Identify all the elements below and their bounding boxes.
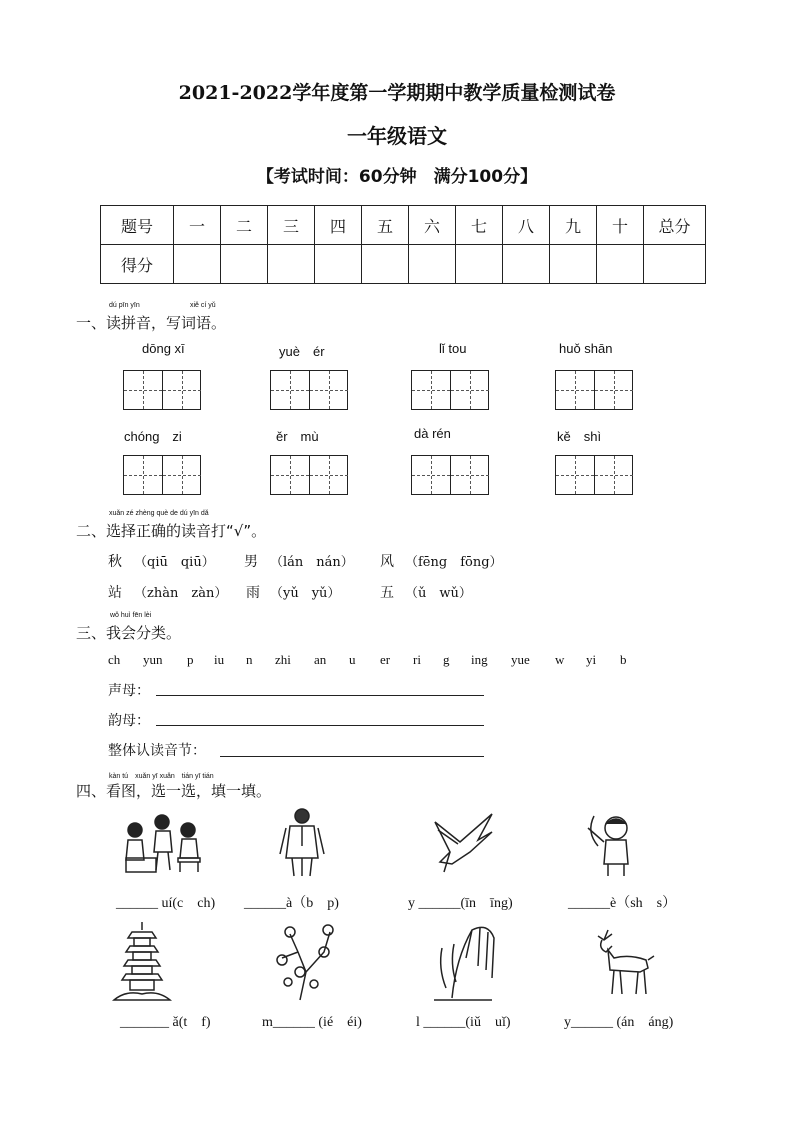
writing-grid[interactable] xyxy=(123,370,201,410)
letter-item: n xyxy=(246,652,253,667)
writing-grid[interactable] xyxy=(270,370,348,410)
exam-subtitle: 一年级语文 xyxy=(347,124,447,148)
fill-blank[interactable]: m______ (ié éi) xyxy=(262,1015,362,1030)
pagoda-icon xyxy=(112,920,172,1002)
table-cell: 五 xyxy=(362,206,409,245)
section-3-heading xyxy=(76,622,181,643)
pinyin-prompt: ěr mù xyxy=(276,429,319,444)
score-input-cell[interactable] xyxy=(644,245,706,284)
writing-grid[interactable] xyxy=(270,455,348,495)
pinyin-prompt: lǐ tou xyxy=(439,341,467,356)
table-cell: 六 xyxy=(409,206,456,245)
pinyin-prompt: chóng zi xyxy=(124,429,182,444)
letter-item: w xyxy=(555,652,565,667)
letter-item: zhi xyxy=(275,652,291,667)
score-input-cell[interactable] xyxy=(456,245,503,284)
section-text: 我会分类。 xyxy=(106,624,182,642)
table-cell: 得分 xyxy=(101,245,174,284)
writing-grid[interactable] xyxy=(123,455,201,495)
table-cell: 一 xyxy=(174,206,221,245)
letter-item: g xyxy=(443,652,450,667)
man-icon xyxy=(272,806,332,878)
writing-grid[interactable] xyxy=(555,370,633,410)
exam-info: 【考试时间：60分钟 满分100分】 xyxy=(256,167,538,187)
answer-line-shengmu[interactable] xyxy=(156,695,484,696)
letter-item: b xyxy=(620,652,627,667)
section-4-heading xyxy=(76,780,271,801)
letter-item: ri xyxy=(413,652,421,667)
writing-grid[interactable] xyxy=(555,455,633,495)
archer-icon xyxy=(584,812,644,880)
letter-item: ch xyxy=(108,652,121,667)
table-cell: 八 xyxy=(503,206,550,245)
score-value-row xyxy=(101,245,706,284)
field-label: 声母： xyxy=(108,683,150,699)
table-cell: 九 xyxy=(550,206,597,245)
pinyin-prompt: huǒ shān xyxy=(559,341,613,356)
char-choice: 雨 xyxy=(246,585,260,601)
letter-item: p xyxy=(187,652,194,667)
score-header-row xyxy=(101,206,706,245)
char-choice: 男 xyxy=(244,554,258,570)
table-cell: 四 xyxy=(315,206,362,245)
score-input-cell[interactable] xyxy=(315,245,362,284)
pinyin-prompt: dōng xī xyxy=(142,341,185,356)
score-input-cell[interactable] xyxy=(409,245,456,284)
pinyin-hint: kàn tú xuǎn yī xuǎn tián yī tián xyxy=(109,773,214,780)
field-label: 韵母： xyxy=(108,713,150,729)
pinyin-hint: xuǎn zé zhèng què de dú yīn dǎ xyxy=(109,510,209,517)
reading-options[interactable]: （yǔ yǔ） xyxy=(270,586,341,601)
score-input-cell[interactable] xyxy=(362,245,409,284)
score-input-cell[interactable] xyxy=(503,245,550,284)
field-label: 整体认读音节： xyxy=(108,743,206,759)
reading-options[interactable]: （qiū qiū） xyxy=(134,555,215,570)
score-input-cell[interactable] xyxy=(597,245,644,284)
answer-line-yunmu[interactable] xyxy=(156,725,484,726)
pinyin-hint: wǒ huì fēn lèi xyxy=(110,612,152,619)
table-cell: 二 xyxy=(221,206,268,245)
table-cell: 十 xyxy=(597,206,644,245)
reading-options[interactable]: （fēng fōng） xyxy=(405,555,503,570)
pinyin-prompt: dà rén xyxy=(414,426,451,441)
table-cell: 总分 xyxy=(644,206,706,245)
table-cell: 题号 xyxy=(101,206,174,245)
pinyin-prompt: yuè ér xyxy=(279,344,325,359)
letter-item: yi xyxy=(586,652,597,667)
fill-blank[interactable]: ______ uí(c ch) xyxy=(116,896,216,911)
willow-icon xyxy=(432,918,504,1002)
exam-title: 2021-2022学年度第一学期期中教学质量检测试卷 xyxy=(178,82,616,104)
section-text: 读拼音，写词语。 xyxy=(106,314,227,332)
score-table xyxy=(100,205,706,284)
letter-item: u xyxy=(349,652,356,667)
score-input-cell[interactable] xyxy=(174,245,221,284)
section-2-heading xyxy=(76,520,266,541)
section-number: 二、 xyxy=(76,522,107,540)
plum-blossom-icon xyxy=(270,922,340,1002)
answer-line-zhengti[interactable] xyxy=(220,756,484,757)
letter-item: yue xyxy=(511,652,530,667)
children-icon xyxy=(120,808,210,878)
writing-grid[interactable] xyxy=(411,455,489,495)
fill-blank[interactable]: ______à（b p) xyxy=(244,896,339,911)
pinyin-hint: xiě cí yǔ xyxy=(190,302,216,309)
deer-icon xyxy=(590,924,656,996)
char-choice: 五 xyxy=(380,585,394,601)
letter-item: an xyxy=(314,652,327,667)
table-cell: 三 xyxy=(268,206,315,245)
char-choice: 秋 xyxy=(108,554,122,570)
section-number: 四、 xyxy=(76,782,107,800)
section-number: 一、 xyxy=(76,314,107,332)
section-1-heading xyxy=(76,312,226,333)
reading-options[interactable]: （zhàn zàn） xyxy=(134,586,228,601)
reading-options[interactable]: （lán nán） xyxy=(270,555,354,570)
letter-item: ing xyxy=(471,652,488,667)
eagle-icon xyxy=(430,812,500,874)
section-number: 三、 xyxy=(76,624,107,642)
fill-blank[interactable]: l ______(iǔ uǐ) xyxy=(416,1015,511,1030)
section-text: 看图，选一选，填一填。 xyxy=(106,782,272,800)
letter-item: iu xyxy=(214,652,225,667)
letter-item: er xyxy=(380,652,391,667)
char-choice: 站 xyxy=(108,585,122,601)
writing-grid[interactable] xyxy=(411,370,489,410)
reading-options[interactable]: （ǔ wǔ） xyxy=(405,586,472,601)
pinyin-hint: dú pīn yīn xyxy=(109,302,140,309)
letter-item: yun xyxy=(143,652,163,667)
fill-blank[interactable]: ______è（sh s） xyxy=(568,896,677,911)
score-input-cell[interactable] xyxy=(268,245,315,284)
pinyin-prompt: kě shì xyxy=(557,429,602,444)
fill-blank[interactable]: _______ ǎ(t f) xyxy=(120,1015,211,1030)
score-input-cell[interactable] xyxy=(550,245,597,284)
score-input-cell[interactable] xyxy=(221,245,268,284)
char-choice: 风 xyxy=(380,554,394,570)
table-cell: 七 xyxy=(456,206,503,245)
fill-blank[interactable]: y ______(īn īng) xyxy=(408,896,513,911)
fill-blank[interactable]: y______ (án áng) xyxy=(564,1015,674,1030)
section-text: 选择正确的读音打“√”。 xyxy=(106,522,267,540)
